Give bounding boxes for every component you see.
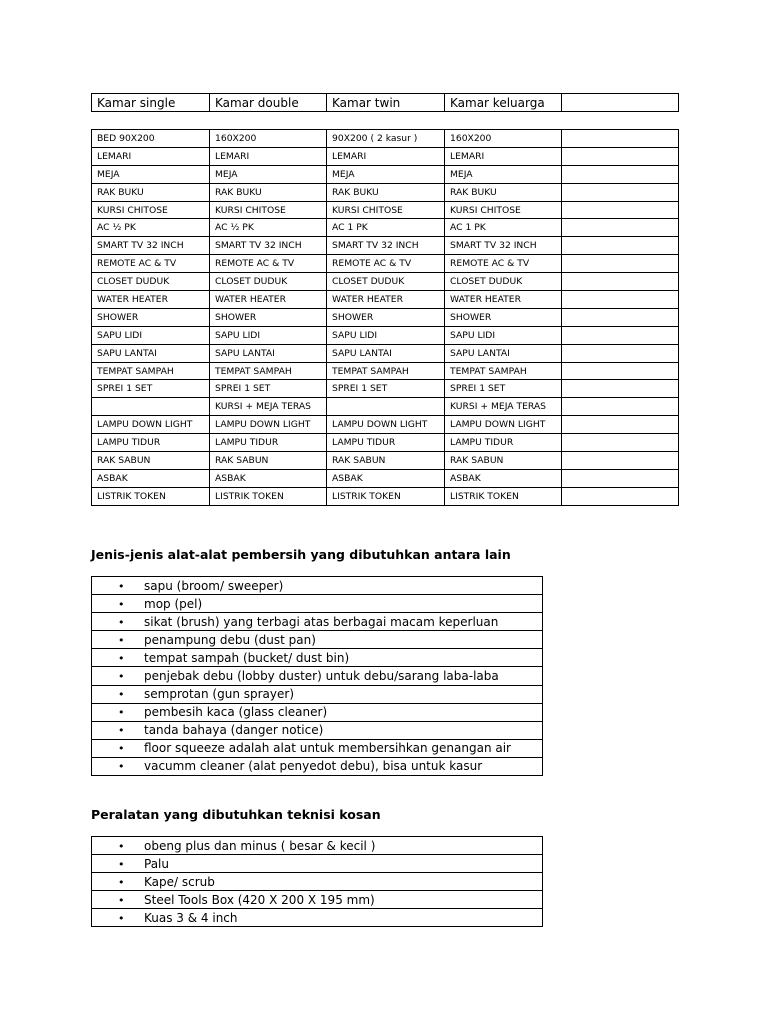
table-cell: SPREI 1 SET	[327, 380, 445, 398]
list-item	[92, 631, 543, 649]
table-cell: REMOTE AC & TV	[445, 255, 562, 273]
table-cell: KURSI CHITOSE	[210, 201, 327, 219]
table-cell: LAMPU TIDUR	[92, 434, 210, 452]
table-cell	[92, 398, 210, 416]
bullet-icon: •	[118, 597, 125, 611]
table-cell: TEMPAT SAMPAH	[92, 362, 210, 380]
table-cell	[562, 344, 679, 362]
table-cell: AC 1 PK	[445, 219, 562, 237]
list-item	[92, 721, 543, 739]
table-cell: ASBAK	[327, 469, 445, 487]
table-row	[92, 434, 679, 452]
room-facilities-table	[91, 129, 679, 506]
table-cell: RAK BUKU	[445, 183, 562, 201]
table-cell	[562, 452, 679, 470]
table-cell: REMOTE AC & TV	[92, 255, 210, 273]
table-cell	[562, 255, 679, 273]
table-row	[92, 237, 679, 255]
table-cell	[562, 416, 679, 434]
table-cell: Kamar double	[210, 94, 327, 112]
table-cell: SAPU LIDI	[92, 326, 210, 344]
bullet-icon: •	[118, 893, 125, 907]
bullet-icon: •	[118, 579, 125, 593]
table-cell: LAMPU TIDUR	[445, 434, 562, 452]
table-cell: LEMARI	[210, 147, 327, 165]
table-cell	[562, 362, 679, 380]
table-cell: SHOWER	[92, 308, 210, 326]
list-item-text: mop (pel)	[144, 596, 203, 611]
table-cell: SHOWER	[445, 308, 562, 326]
table-cell: MEJA	[210, 165, 327, 183]
bullet-icon: •	[118, 633, 125, 647]
table-cell: TEMPAT SAMPAH	[210, 362, 327, 380]
table-cell: RAK SABUN	[210, 452, 327, 470]
table-cell: RAK BUKU	[92, 183, 210, 201]
table-cell: SAPU LANTAI	[210, 344, 327, 362]
table-cell: REMOTE AC & TV	[210, 255, 327, 273]
list-item-text: pembesih kaca (glass cleaner)	[144, 705, 328, 720]
table-row	[92, 255, 679, 273]
list-item-cell	[92, 873, 543, 891]
table-cell: SAPU LANTAI	[445, 344, 562, 362]
list-item-text: tempat sampah (bucket/ dust bin)	[144, 650, 350, 665]
table-cell: Kamar single	[92, 94, 210, 112]
technician-tools-heading: Peralatan yang dibutuhkan teknisi kosan	[91, 807, 381, 822]
table-row	[92, 147, 679, 165]
table-cell	[562, 273, 679, 291]
table-row	[92, 291, 679, 309]
list-item-text: Palu	[144, 856, 169, 871]
cleaning-tools-list	[91, 576, 543, 776]
table-cell: LAMPU TIDUR	[327, 434, 445, 452]
table-cell: SMART TV 32 INCH	[210, 237, 327, 255]
list-item	[92, 613, 543, 631]
list-item-cell	[92, 685, 543, 703]
table-cell: WATER HEATER	[210, 291, 327, 309]
list-item	[92, 667, 543, 685]
list-item-cell	[92, 757, 543, 775]
table-row	[92, 416, 679, 434]
cleaning-tools-heading: Jenis-jenis alat-alat pembersih yang dibutuhkan antara lain	[91, 547, 511, 562]
table-cell: SHOWER	[210, 308, 327, 326]
table-cell: SPREI 1 SET	[92, 380, 210, 398]
table-cell	[562, 147, 679, 165]
table-cell: SHOWER	[327, 308, 445, 326]
table-cell: AC ½ PK	[92, 219, 210, 237]
table-cell: LAMPU DOWN LIGHT	[445, 416, 562, 434]
table-row	[92, 219, 679, 237]
list-item-text: penampung debu (dust pan)	[144, 632, 316, 647]
bullet-icon: •	[118, 651, 125, 665]
table-cell: LISTRIK TOKEN	[210, 487, 327, 505]
list-item	[92, 739, 543, 757]
table-row	[92, 452, 679, 470]
table-cell: TEMPAT SAMPAH	[445, 362, 562, 380]
table-cell	[562, 469, 679, 487]
table-row	[92, 273, 679, 291]
list-item-text: Steel Tools Box (420 X 200 X 195 mm)	[144, 892, 375, 907]
table-cell	[562, 183, 679, 201]
table-cell	[562, 398, 679, 416]
list-item-text: tanda bahaya (danger notice)	[144, 723, 324, 738]
table-cell: AC 1 PK	[327, 219, 445, 237]
table-cell: ASBAK	[445, 469, 562, 487]
table-cell: CLOSET DUDUK	[327, 273, 445, 291]
bullet-icon: •	[118, 839, 125, 853]
table-cell: RAK SABUN	[92, 452, 210, 470]
table-row	[92, 130, 679, 148]
table-cell: LEMARI	[327, 147, 445, 165]
table-cell: ASBAK	[210, 469, 327, 487]
list-item-cell	[92, 837, 543, 855]
list-item-text: semprotan (gun sprayer)	[144, 687, 295, 702]
table-cell: LAMPU DOWN LIGHT	[327, 416, 445, 434]
list-item	[92, 577, 543, 595]
bullet-icon: •	[118, 688, 125, 702]
table-cell: CLOSET DUDUK	[92, 273, 210, 291]
list-item-text: penjebak debu (lobby duster) untuk debu/sarang laba-laba	[144, 669, 499, 684]
bullet-icon: •	[118, 724, 125, 738]
table-cell: 160X200	[445, 130, 562, 148]
table-cell: 90X200 ( 2 kasur )	[327, 130, 445, 148]
table-cell	[562, 434, 679, 452]
table-cell: SAPU LANTAI	[92, 344, 210, 362]
table-cell: WATER HEATER	[92, 291, 210, 309]
table-cell	[562, 130, 679, 148]
table-cell: SAPU LANTAI	[327, 344, 445, 362]
list-item	[92, 757, 543, 775]
table-row	[92, 326, 679, 344]
list-item	[92, 855, 543, 873]
list-item-text: Kape/ scrub	[144, 874, 215, 889]
list-item-text: floor squeeze adalah alat untuk membersihkan genangan air	[144, 741, 511, 756]
table-row	[92, 344, 679, 362]
bullet-icon: •	[118, 615, 125, 629]
list-item	[92, 685, 543, 703]
list-item-text: sikat (brush) yang terbagi atas berbagai macam keperluan	[144, 614, 499, 629]
table-row	[92, 308, 679, 326]
table-cell: RAK BUKU	[327, 183, 445, 201]
table-cell	[562, 291, 679, 309]
table-row	[92, 201, 679, 219]
list-item-cell	[92, 855, 543, 873]
table-cell: KURSI + MEJA TERAS	[210, 398, 327, 416]
table-row	[92, 469, 679, 487]
table-cell: SMART TV 32 INCH	[445, 237, 562, 255]
table-cell: RAK SABUN	[445, 452, 562, 470]
list-item-cell	[92, 595, 543, 613]
table-cell	[562, 165, 679, 183]
list-item-cell	[92, 649, 543, 667]
table-cell: Kamar twin	[327, 94, 445, 112]
table-cell: SAPU LIDI	[327, 326, 445, 344]
list-item-cell	[92, 631, 543, 649]
table-cell	[562, 308, 679, 326]
bullet-icon: •	[118, 706, 125, 720]
table-cell: BED 90X200	[92, 130, 210, 148]
bullet-icon: •	[118, 742, 125, 756]
table-cell: RAK SABUN	[327, 452, 445, 470]
table-cell: SMART TV 32 INCH	[327, 237, 445, 255]
list-item-cell	[92, 703, 543, 721]
table-cell: CLOSET DUDUK	[210, 273, 327, 291]
table-cell: TEMPAT SAMPAH	[327, 362, 445, 380]
list-item	[92, 891, 543, 909]
table-cell: 160X200	[210, 130, 327, 148]
table-cell: LAMPU DOWN LIGHT	[92, 416, 210, 434]
table-cell: MEJA	[92, 165, 210, 183]
list-item-cell	[92, 721, 543, 739]
table-row	[92, 398, 679, 416]
table-cell: REMOTE AC & TV	[327, 255, 445, 273]
table-cell	[562, 201, 679, 219]
bullet-icon: •	[118, 875, 125, 889]
table-cell: SPREI 1 SET	[210, 380, 327, 398]
table-row	[92, 165, 679, 183]
table-cell	[562, 326, 679, 344]
list-item-cell	[92, 909, 543, 927]
table-cell: KURSI CHITOSE	[445, 201, 562, 219]
table-cell: LEMARI	[92, 147, 210, 165]
table-cell	[562, 219, 679, 237]
table-cell: WATER HEATER	[327, 291, 445, 309]
table-row	[92, 487, 679, 505]
list-item-cell	[92, 891, 543, 909]
table-cell: SPREI 1 SET	[445, 380, 562, 398]
table-cell: KURSI CHITOSE	[92, 201, 210, 219]
table-cell: SAPU LIDI	[210, 326, 327, 344]
bullet-icon: •	[118, 911, 125, 925]
table-row	[92, 362, 679, 380]
table-cell: LAMPU DOWN LIGHT	[210, 416, 327, 434]
list-item	[92, 873, 543, 891]
list-item	[92, 909, 543, 927]
technician-tools-list	[91, 836, 543, 927]
header-row	[92, 94, 679, 112]
table-cell: CLOSET DUDUK	[445, 273, 562, 291]
table-cell	[562, 380, 679, 398]
table-cell: SMART TV 32 INCH	[92, 237, 210, 255]
list-item-cell	[92, 667, 543, 685]
table-cell: RAK BUKU	[210, 183, 327, 201]
table-cell	[562, 94, 679, 112]
list-item	[92, 649, 543, 667]
room-type-header-table	[91, 93, 679, 112]
list-item	[92, 703, 543, 721]
list-item	[92, 837, 543, 855]
table-cell: LAMPU TIDUR	[210, 434, 327, 452]
table-cell: Kamar keluarga	[445, 94, 562, 112]
table-cell: LISTRIK TOKEN	[445, 487, 562, 505]
table-cell: LEMARI	[445, 147, 562, 165]
list-item-text: obeng plus dan minus ( besar & kecil )	[144, 838, 376, 853]
table-cell: MEJA	[445, 165, 562, 183]
table-cell	[327, 398, 445, 416]
table-row	[92, 183, 679, 201]
list-item-text: Kuas 3 & 4 inch	[144, 910, 238, 925]
table-row	[92, 380, 679, 398]
list-item-text: vacumm cleaner (alat penyedot debu), bisa untuk kasur	[144, 759, 483, 774]
table-cell: LISTRIK TOKEN	[92, 487, 210, 505]
table-cell	[562, 237, 679, 255]
table-cell: SAPU LIDI	[445, 326, 562, 344]
table-cell: LISTRIK TOKEN	[327, 487, 445, 505]
table-cell: KURSI + MEJA TERAS	[445, 398, 562, 416]
table-cell: KURSI CHITOSE	[327, 201, 445, 219]
table-cell: MEJA	[327, 165, 445, 183]
list-item-cell	[92, 577, 543, 595]
bullet-icon: •	[118, 670, 125, 684]
bullet-icon: •	[118, 857, 125, 871]
table-cell: ASBAK	[92, 469, 210, 487]
bullet-icon: •	[118, 760, 125, 774]
table-cell: WATER HEATER	[445, 291, 562, 309]
table-cell	[562, 487, 679, 505]
table-cell: AC ½ PK	[210, 219, 327, 237]
list-item-cell	[92, 613, 543, 631]
list-item-cell	[92, 739, 543, 757]
list-item	[92, 595, 543, 613]
list-item-text: sapu (broom/ sweeper)	[144, 578, 284, 593]
